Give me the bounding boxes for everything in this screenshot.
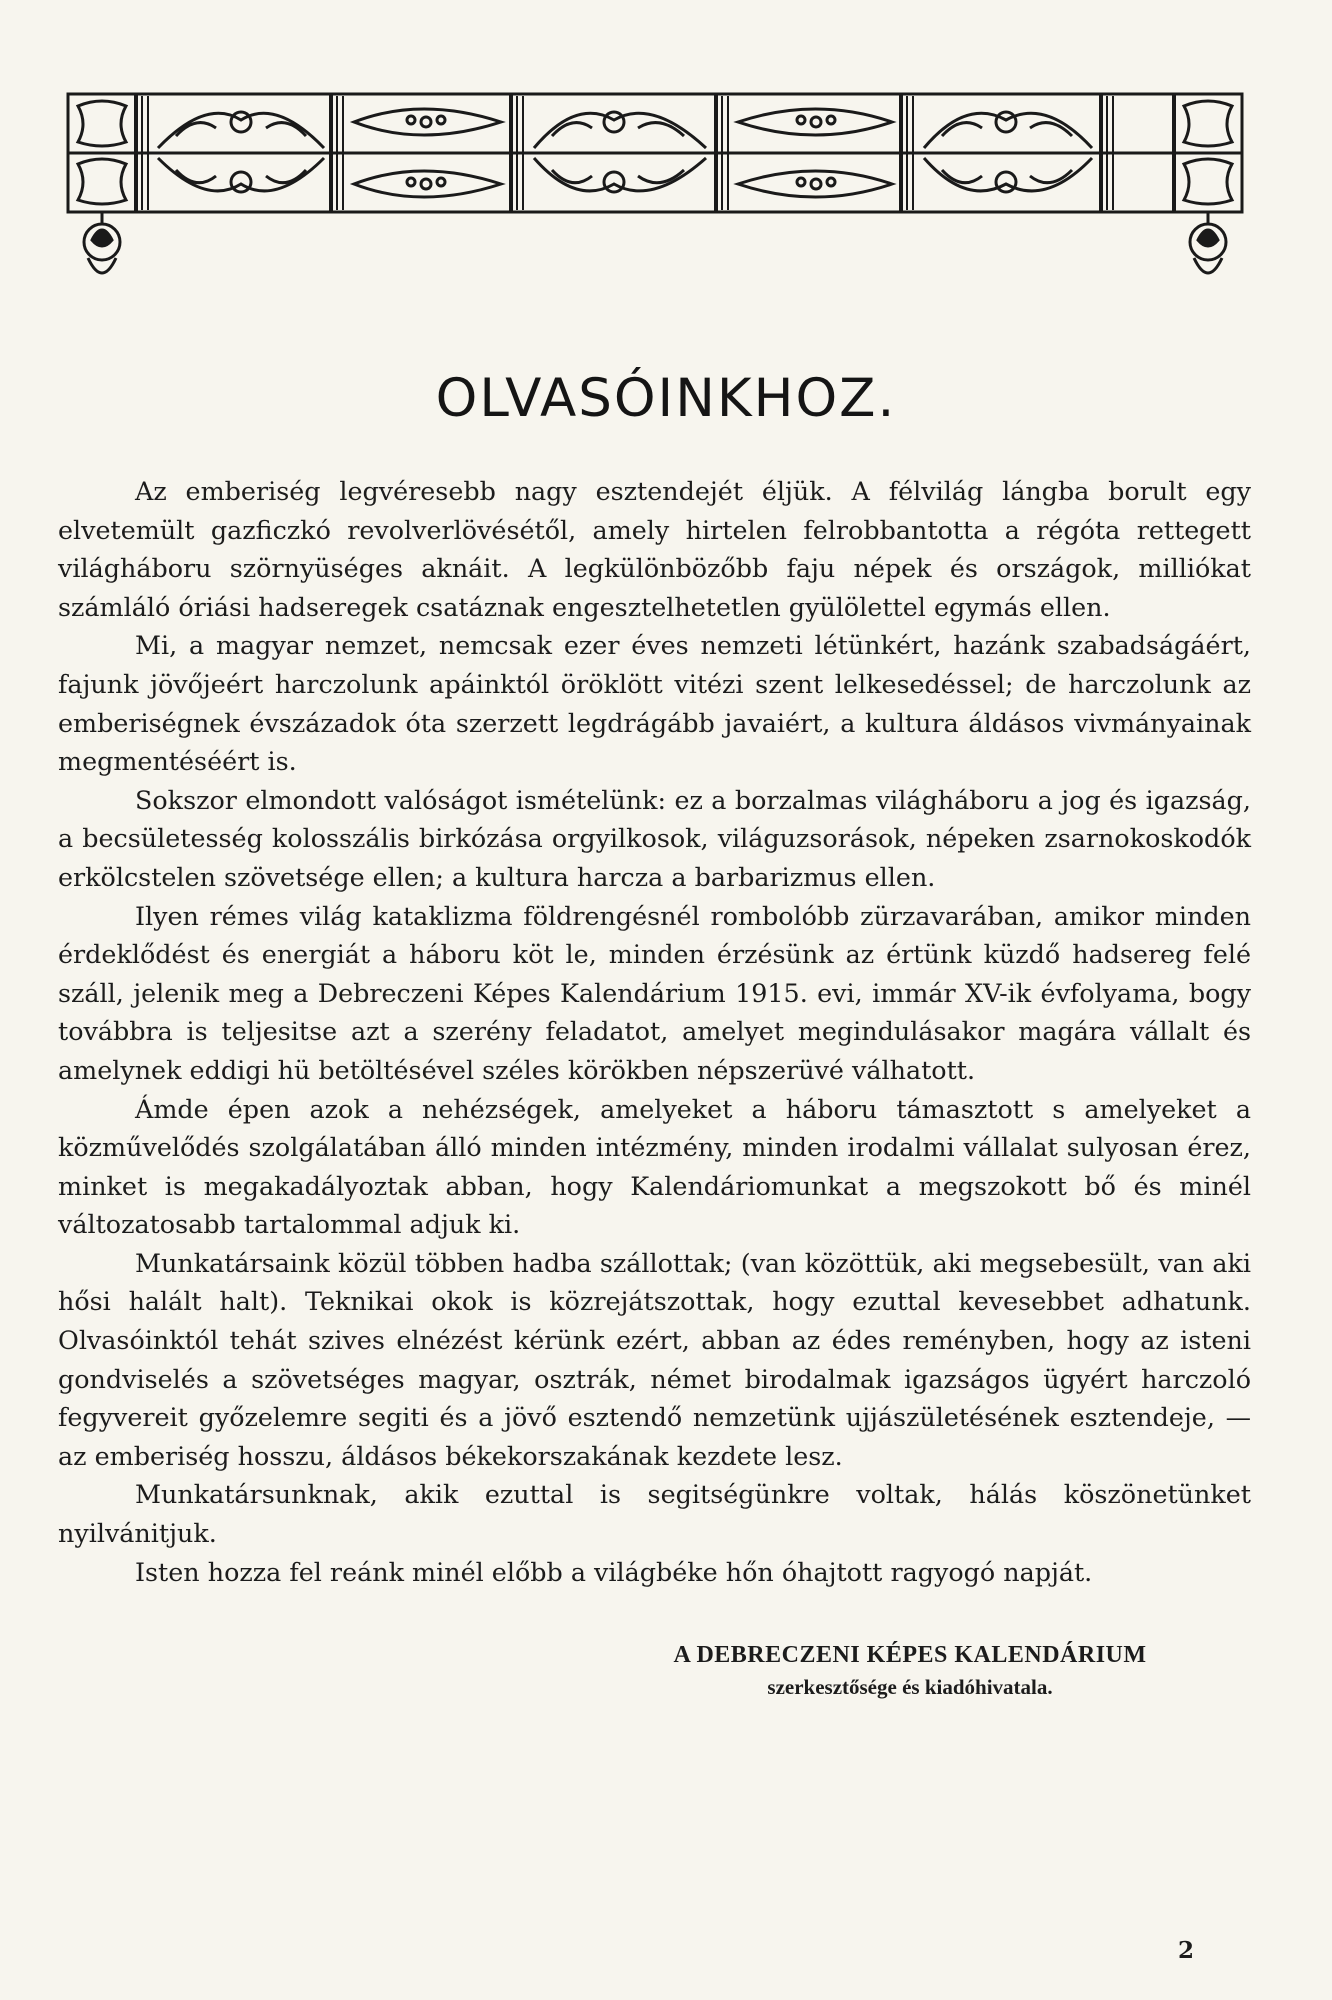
paragraph: Sokszor elmondott valóságot ismételünk: ez a borzalmas világháboru a jog és igazság, a becsületesség kolosszális birkózása orgyilkosok, világuzsorások, népeken zsarnokoskodók erkölcstelen szövetsége ellen; a kultura harcza a barbarizmus ellen.	[58, 784, 1251, 892]
page-title: OLVASÓINKHOZ.	[435, 368, 897, 429]
page-number: 2	[1178, 1937, 1195, 1964]
article-body	[58, 472, 1251, 1591]
paragraph: Isten hozza fel reánk minél előbb a világbéke hőn óhajtott ragyogó napját.	[135, 1556, 1093, 1587]
paragraph: Munkatársunknak, akik ezuttal is segitségünkre voltak, hálás köszönetünket nyilvánitjuk.	[58, 1479, 1251, 1549]
signature-publisher: A DEBRECZENI KÉPES KALENDÁRIUM	[673, 1642, 1147, 1668]
paragraph: Az emberiség legvéresebb nagy esztendejét éljük. A félvilág lángba borult egy elvetemült gazficzkó revolverlövésétől, amely hirtelen felrobbantotta a régóta rettegett világháboru szörnyüséges aknáit. A legkülönbözőbb faju népek és országok, milliókat számláló óriási hadseregek csatáznak engesztelhetetlen gyülölettel egymás ellen.	[58, 476, 1251, 622]
signature-office: szerkesztősége és kiadóhivatala.	[767, 1675, 1053, 1699]
paragraph: Mi, a magyar nemzet, nemcsak ezer éves nemzeti létünkért, hazánk szabadságáért, fajunk jövőjeért harczolunk apáinktól öröklött vitézi szent lelkesedéssel; de harczolunk az emberiségnek évszázadok óta szerzett legdrágább javaiért, a kultura áldásos vivmányainak megmentéséért is.	[58, 630, 1251, 777]
folk-ornament-border-icon	[66, 92, 1244, 302]
signature-block	[600, 1642, 1220, 1700]
paragraph: Ámde épen azok a nehézségek, amelyeket a háboru támasztott s amelyeket a közművelődés szolgálatában álló minden intézmény, minden irodalmi vállalat sulyosan érez, minket is megakadályoztak abban, hogy Kalendáriomunkat a megszokott bő és minél változatosabb tartalommal adjuk ki.	[58, 1093, 1251, 1240]
paragraph: Ilyen rémes világ kataklizma földrengésnél rombolóbb zürzavarában, amikor minden érdeklődést és energiát a háboru köt le, minden érzésünk az értünk küzdő hadsereg felé száll, jelenik meg a Debreczeni Képes Kalendárium 1915. evi, immár XV-ik évfolyama, bogy továbbra is teljesitse azt a szerény feladatot, amelyet megindulásakor magára vállalt és amelynek eddigi hü betöltésével széles körökben népszerüvé válhatott.	[58, 900, 1251, 1085]
paragraph: Munkatársaink közül többen hadba szállottak; (van közöttük, aki megsebesült, van aki hősi halált halt). Teknikai okok is közrejátszottak, hogy ezuttal kevesebbet adhatunk. Olvasóinktól tehát szives elnézést kérünk ezért, abban az édes reményben, hogy az isteni gondviselés a szövetséges magyar, osztrák, német birodalmak igazságos ügyért harczoló fegyvereit győzelemre segiti és a jövő esztendő nemzetünk ujjászületésének esztendeje, — az emberiség hosszu, áldásos békekorszakának kezdete lesz.	[58, 1247, 1251, 1471]
